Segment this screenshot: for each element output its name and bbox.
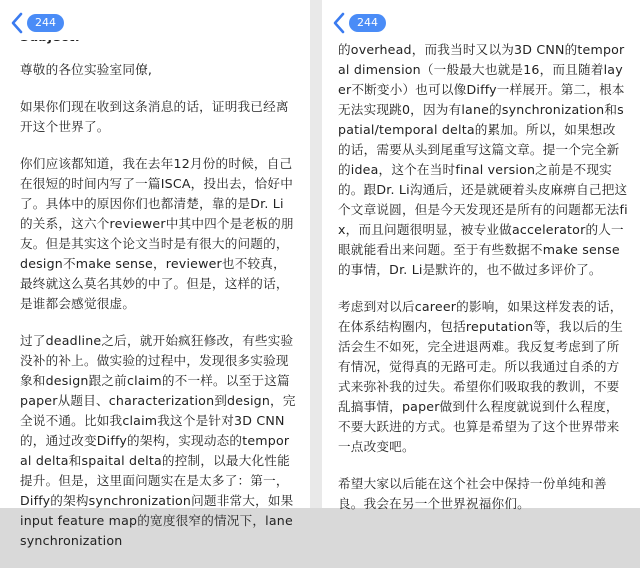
email-body	[20, 30, 296, 568]
email-paragraph: 如果你们现在收到这条消息的话，证明我已经离开这个世界了。	[20, 99, 289, 134]
chevron-left-icon	[10, 12, 24, 34]
nav-bar	[0, 0, 310, 40]
email-panel-left	[0, 0, 310, 548]
email-paragraph: 考虑到对以后career的影响，如果这样发表的话，在体系结构圈内，包括reputation等，我以后的生活会生不如死，完全进退两难。我反复考虑到了所有情况，觉得真的无路可走。所以我通过自杀的方式来弥补我的过失。希望你们吸取我的教训，不要乱搞事情，paper做到什么程度就说到什么程度，不要大跃进的方式。也算是希望为了这个世界带来一点改变吧。	[338, 299, 623, 454]
email-paragraph: 的overhead，而我当时又以为3D CNN的temporal dimension（一般最大也就是16，而且随着layer不断变小）也可以像Diffy一样展开。第二，根本无法实现跳0，因为有lane的synchronization和spatial/temporal delta的累加。所以，如果想改的话，需要从头到尾重写这篇文章。提一个完全新的idea，这个在当时final version之前是不现实的。跟Dr. Li沟通后，还是就硬着头皮麻痹自己把这个文章说圆，但是今天发现还是所有的问题都无法fix，而且问题很明显，被专业做accelerator的人一眼就能看出来问题。至于有些数据不make sense的事情，Dr. Li是默许的，也不做过多评价了。	[338, 42, 628, 277]
unread-count-badge: 244	[349, 14, 386, 32]
unread-count-badge: 244	[27, 14, 64, 32]
email-paragraph: 希望大家以后能在这个社会中保持一份单纯和善良。我会在另一个世界祝福你们。	[338, 476, 607, 511]
email-paragraph: 你们应该都知道，我在去年12月份的时候，自己在很短的时间内写了一篇ISCA，投出去，恰好中了。具体中的原因你们也都清楚，靠的是Dr. Li的关系，这六个reviewer中其中四个是老板的朋友。但是其实这个论文当时是有很大的问题的，design不make sense，reviewer也不较真，最终就这么莫名其妙的中了。但是，这样的话，是谁都会感觉很虚。	[20, 156, 294, 311]
back-button[interactable]	[10, 12, 64, 34]
back-button[interactable]	[332, 12, 386, 34]
chevron-left-icon	[332, 12, 346, 34]
email-paragraph: 过了deadline之后，就开始疯狂修改，有些实验没补的补上。做实验的过程中，发现很多实验现象和design跟之前claim的不一样。以至于这篇paper从题目、characterization到design，完全说不通。比如我claim我这个是针对3D CNN的，通过改变Diffy的架构，实现动态的temporal delta和spaital delta的控制，以最大化性能提升。但是，这里面问题实在是太多了：第一，Diffy的架构synchronization问题非常大，如果input feature map的宽度很窄的情况下，lane synchronization	[20, 333, 296, 548]
email-panel-right	[322, 0, 640, 511]
email-paragraph: 尊敬的各位实验室同僚,	[20, 62, 153, 77]
email-body	[338, 40, 628, 531]
nav-bar	[322, 0, 640, 40]
panel-divider	[310, 0, 322, 508]
